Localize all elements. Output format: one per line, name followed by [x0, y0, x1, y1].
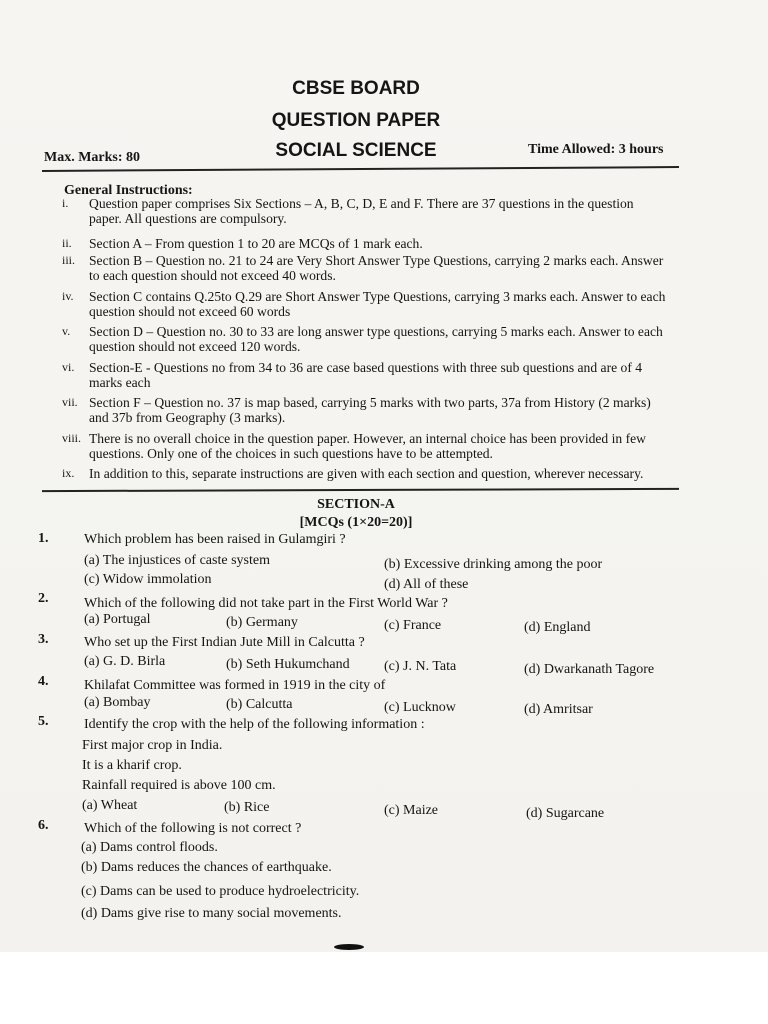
- option-a: (a) Dams control floods.: [81, 840, 218, 855]
- instruction-text: In addition to this, separate instructions are given with each section and question, wherever necessary.: [89, 466, 644, 481]
- option-d: (d) Sugarcane: [526, 806, 605, 821]
- question-text: Which of the following did not take part in the First World War ?: [84, 596, 448, 611]
- option-d: (d) Amritsar: [524, 702, 593, 717]
- instruction-item: [62, 360, 668, 390]
- instruction-item: [62, 324, 668, 354]
- instruction-item: [62, 196, 668, 226]
- option-d: (d) All of these: [384, 577, 469, 592]
- instruction-item: [62, 236, 668, 251]
- header-divider: [42, 166, 679, 172]
- question-text: Which of the following is not correct ?: [84, 821, 302, 836]
- paper-title: QUESTION PAPER: [271, 110, 441, 131]
- scan-mark: [334, 944, 364, 950]
- option-c: (c) Widow immolation: [84, 572, 212, 587]
- question-number: 1.: [38, 531, 49, 546]
- instruction-number: ix.: [62, 466, 75, 480]
- option-b: (b) Excessive drinking among the poor: [384, 557, 603, 572]
- instruction-text: Question paper comprises Six Sections – A, B, C, D, E and F. There are 37 questions in the question paper. All questions are compulsory.: [89, 196, 634, 226]
- question-text: Khilafat Committee was formed in 1919 in the city of: [84, 678, 386, 693]
- instruction-number: i.: [62, 196, 69, 210]
- question-text: Who set up the First Indian Jute Mill in Calcutta ?: [84, 635, 365, 650]
- option-a: (a) Wheat: [82, 798, 138, 813]
- board-title: CBSE BOARD: [292, 78, 420, 99]
- question-number: 4.: [38, 674, 49, 689]
- question-number: 5.: [38, 714, 49, 729]
- option-d: (d) England: [524, 620, 591, 635]
- instruction-number: iv.: [62, 289, 74, 303]
- instructions-title: General Instructions:: [64, 183, 193, 198]
- option-c: (c) Dams can be used to produce hydroelectricity.: [81, 884, 360, 899]
- option-b: (b) Dams reduces the chances of earthquake.: [81, 860, 332, 875]
- instructions-divider: [42, 488, 679, 492]
- question-number: 3.: [38, 632, 49, 647]
- option-c: (c) Lucknow: [384, 700, 456, 715]
- max-marks: Max. Marks: 80: [44, 150, 141, 165]
- time-allowed: Time Allowed: 3 hours: [528, 142, 664, 157]
- instruction-number: v.: [62, 324, 71, 338]
- option-b: (b) Calcutta: [226, 697, 293, 712]
- instruction-text: Section C contains Q.25to Q.29 are Short Answer Type Questions, carrying 3 marks each. Answer to each question should not exceed 60 words: [89, 289, 666, 319]
- instruction-number: vi.: [62, 360, 75, 374]
- option-b: (b) Rice: [224, 800, 270, 815]
- info-line: First major crop in India.: [82, 738, 223, 753]
- question-text: Which problem has been raised in Gulamgiri ?: [84, 532, 346, 547]
- option-d: (d) Dams give rise to many social movements.: [81, 906, 342, 921]
- info-line: Rainfall required is above 100 cm.: [82, 778, 276, 793]
- question-text: Identify the crop with the help of the following information :: [84, 717, 425, 732]
- instruction-text: Section-E - Questions no from 34 to 36 are case based questions with three sub questions and are of 4 marks each: [89, 360, 643, 390]
- instruction-item: [62, 395, 668, 425]
- option-c: (c) France: [384, 618, 442, 633]
- question-number: 6.: [38, 818, 49, 833]
- instruction-number: viii.: [62, 431, 82, 445]
- option-c: (c) J. N. Tata: [384, 659, 457, 674]
- option-a: (a) Bombay: [84, 695, 151, 710]
- instruction-item: [62, 466, 668, 481]
- section-subtitle: [MCQs (1×20=20)]: [299, 515, 413, 530]
- option-c: (c) Maize: [384, 803, 439, 818]
- section-title: SECTION-A: [317, 497, 395, 512]
- info-line: It is a kharif crop.: [82, 758, 182, 773]
- instruction-text: Section D – Question no. 30 to 33 are long answer type questions, carrying 5 marks each. Answer to each question should not exceed 120 words.: [89, 324, 663, 354]
- instruction-item: [62, 253, 668, 283]
- instruction-item: [62, 431, 668, 461]
- instruction-number: vii.: [62, 395, 78, 409]
- instruction-text: Section F – Question no. 37 is map based, carrying 5 marks with two parts, 37a from History (2 marks) and 37b from Geography (3 marks).: [89, 395, 651, 425]
- instruction-item: [62, 289, 668, 319]
- instruction-text: Section A – From question 1 to 20 are MCQs of 1 mark each.: [89, 236, 423, 251]
- instruction-text: Section B – Question no. 21 to 24 are Very Short Answer Type Questions, carrying 2 marks each. Answer to each question should not exceed 40 words.: [89, 253, 664, 283]
- instruction-number: ii.: [62, 236, 72, 250]
- option-a: (a) Portugal: [84, 612, 151, 627]
- option-a: (a) G. D. Birla: [84, 654, 166, 669]
- instruction-text: There is no overall choice in the question paper. However, an internal choice has been provided in few questions. Only one of the choices in such questions have to be attempted.: [89, 431, 646, 461]
- question-number: 2.: [38, 591, 49, 606]
- option-a: (a) The injustices of caste system: [84, 553, 270, 568]
- instruction-number: iii.: [62, 253, 76, 267]
- option-b: (b) Germany: [226, 615, 298, 630]
- option-b: (b) Seth Hukumchand: [226, 657, 350, 672]
- subject-title: SOCIAL SCIENCE: [275, 140, 437, 161]
- option-d: (d) Dwarkanath Tagore: [524, 662, 655, 677]
